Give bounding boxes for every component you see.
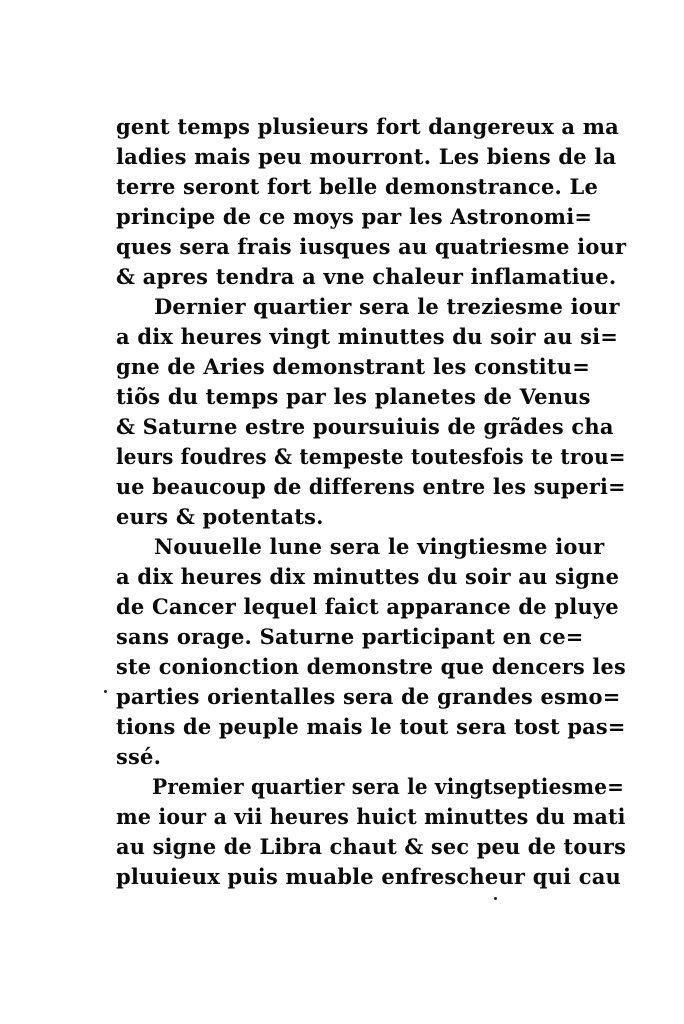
text-line: leurs foudres & tempeste toutesfois te trou=: [116, 444, 626, 469]
text-line: parties orientalles sera de grandes esmo=: [116, 684, 621, 709]
text-line: pluuieux puis muable enfrescheur qui cau: [116, 864, 621, 889]
text-line: ue beaucoup de differens entre les superi=: [116, 474, 626, 499]
ink-speck: [494, 897, 497, 900]
text-line: eurs & potentats.: [116, 504, 324, 529]
text-line: gne de Aries demonstrant les constitu=: [116, 354, 591, 379]
paragraph-start-line: Premier quartier sera le vingtseptiesme=: [152, 774, 625, 799]
paragraph-start-line: Dernier quartier sera le treziesme iour: [154, 294, 620, 319]
text-line: tions de peuple mais le tout sera tost pas=: [116, 714, 626, 739]
page-text: [116, 112, 626, 892]
text-line: au signe de Libra chaut & sec peu de tours: [116, 834, 627, 859]
text-line: ste conionction demonstre que dencers les: [116, 654, 626, 679]
text-line: ques sera frais iusques au quatriesme iour: [116, 234, 627, 259]
text-line: & apres tendra a vne chaleur inflamatiue.: [116, 264, 617, 289]
text-line: me iour a vii heures huict minuttes du mati: [116, 804, 626, 829]
text-line: sans orage. Saturne participant en ce=: [116, 624, 584, 649]
text-line: a dix heures vingt minuttes du soir au si=: [116, 324, 619, 349]
text-line: de Cancer lequel faict apparance de pluye: [116, 594, 619, 619]
text-line: a dix heures dix minuttes du soir au signe: [116, 564, 620, 589]
text-line: & Saturne estre poursuiuis de grãdes cha: [116, 414, 614, 439]
paragraph-start-line: Nouuelle lune sera le vingtiesme iour: [154, 534, 605, 559]
text-line: gent temps plusieurs fort dangereux a ma: [116, 114, 619, 139]
text-line: principe de ce moys par les Astronomi=: [116, 204, 593, 229]
ink-speck: [104, 690, 107, 693]
text-line: ssé.: [116, 744, 162, 769]
text-line: tiõs du temps par les planetes de Venus: [116, 384, 591, 409]
text-line: ladies mais peu mourront. Les biens de la: [116, 144, 617, 169]
text-line: terre seront fort belle demonstrance. Le: [116, 174, 599, 199]
